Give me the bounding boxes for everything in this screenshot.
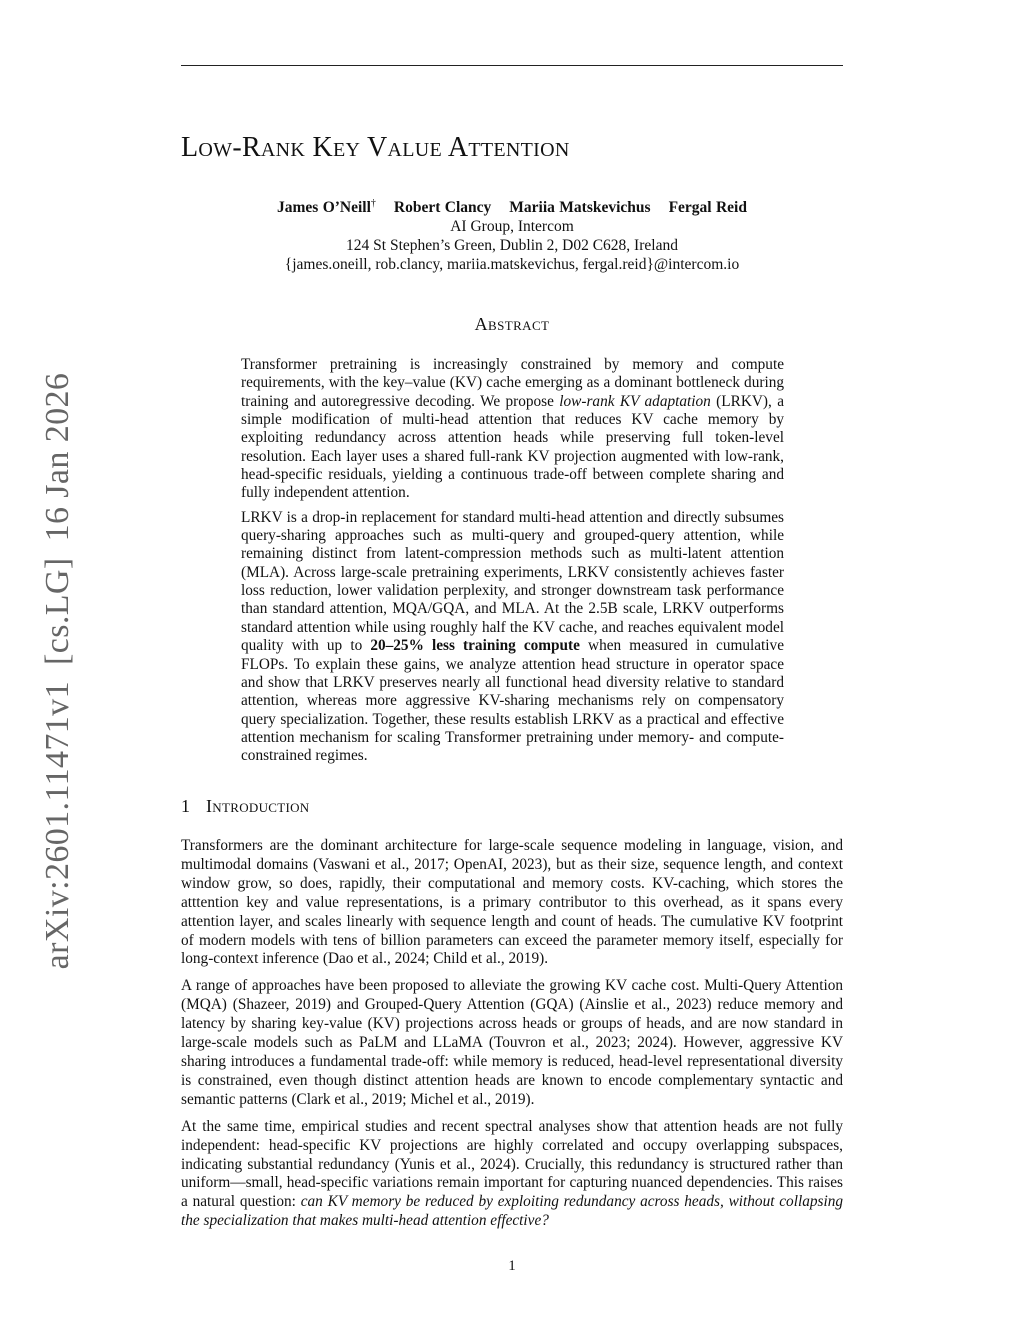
affiliation: AI Group, Intercom bbox=[450, 218, 574, 236]
address: 124 St Stephen’s Green, Dublin 2, D02 C628, Ireland bbox=[346, 237, 678, 255]
body-paragraph: At the same time, empirical studies and recent spectral analyses show that attention heads are not fully independent: head-specific KV projections are highly correlated and occupy overlapping subspaces, indicating substantial redundancy (Yunis et al., 2024). Crucially, this redundancy is structured rather than uniform—small, head-specific variations remain important for capturing nuanced dependencies. This raises a natural question: can KV memory be reduced by exploiting redundancy across heads, without collapsing the specialization that makes multi-head attention effective? bbox=[181, 1117, 843, 1230]
author-name: James O’Neill† bbox=[277, 198, 376, 217]
bold-highlight: 20–25% less training compute bbox=[370, 637, 580, 655]
section-title: Introduction bbox=[206, 796, 310, 816]
section-body bbox=[181, 837, 843, 1239]
emphasis: can KV memory be reduced by exploiting redundancy across heads, without collapsing the specialization that makes multi-head attention effective? bbox=[181, 1193, 843, 1230]
arxiv-id: arXiv:2601.11471v1 bbox=[39, 681, 76, 970]
section-heading bbox=[181, 796, 309, 817]
arxiv-stamp bbox=[39, 357, 77, 970]
arxiv-category: [cs.LG] bbox=[39, 557, 76, 666]
abstract-paragraph: LRKV is a drop-in replacement for standard multi-head attention and directly subsumes query-sharing approaches such as multi-query and grouped-query attention, while remaining distinct from latent-compression methods such as multi-latent attention (MLA). Across large-scale pretraining experiments, LRKV consistently achieves faster loss reduction, lower validation perplexity, and stronger downstream task performance than standard attention, MQA/GQA, and MLA. At the 2.5B scale, LRKV outperforms standard attention while using roughly half the KV cache, and reaches equivalent model quality with up to 20–25% less training compute when measured in cumulative FLOPs. To explain these gains, we analyze attention head structure in operator space and show that LRKV preserves nearly all functional head diversity relative to standard attention, whereas more aggressive KV-sharing mechanisms rely on compensatory query specialization. Together, these results establish LRKV as a practical and effective attention mechanism for scaling Transformer pretraining under memory- and compute-constrained regimes. bbox=[241, 508, 784, 765]
abstract-body bbox=[241, 356, 784, 772]
dagger-mark: † bbox=[370, 198, 376, 209]
top-rule bbox=[181, 65, 843, 66]
abstract-heading: Abstract bbox=[474, 314, 550, 334]
section-number: 1 bbox=[181, 796, 190, 816]
emails: {james.oneill, rob.clancy, mariia.matskevichus, fergal.reid}@intercom.io bbox=[284, 256, 740, 274]
arxiv-date: 16 Jan 2026 bbox=[39, 372, 76, 542]
author-name: Robert Clancy bbox=[393, 199, 492, 217]
author-names bbox=[181, 194, 843, 217]
body-paragraph: A range of approaches have been proposed to alleviate the growing KV cache cost. Multi-Query Attention (MQA) (Shazeer, 2019) and Grouped-Query Attention (GQA) (Ainslie et al., 2023) reduce memory and latency by sharing key-value (KV) projections across heads or groups of heads, and are now standard in large-scale models such as PaLM and LLaMA (Touvron et al., 2023; 2024). However, aggressive KV sharing introduces a fundamental trade-off: while memory is reduced, head-level representational diversity is constrained, even though distinct attention heads are known to encode complementary syntactic and semantic patterns (Clark et al., 2019; Michel et al., 2019). bbox=[181, 977, 843, 1108]
paper-title: Low-Rank Key Value Attention bbox=[181, 132, 570, 163]
abstract-paragraph: Transformer pretraining is increasingly constrained by memory and compute requirements, with the key–value (KV) cache emerging as a dominant bottleneck during training and autoregressive decoding. We propose low-rank KV adaptation (LRKV), a simple modification of multi-head attention that reduces KV cache memory by exploiting redundancy across attention heads while preserving full token-level resolution. Each layer uses a shared full-rank KV projection augmented with low-rank, head-specific residuals, yielding a continuous trade-off between complete sharing and fully independent attention. bbox=[241, 356, 784, 502]
author-block bbox=[181, 194, 843, 274]
author-name: Mariia Matskevichus bbox=[509, 199, 651, 217]
page-number: 1 bbox=[508, 1258, 516, 1274]
author-name: Fergal Reid bbox=[668, 199, 747, 217]
body-paragraph: Transformers are the dominant architecture for large-scale sequence modeling in language, vision, and multimodal domains (Vaswani et al., 2017; OpenAI, 2023), but as their size, sequence length, and context window grow, so does, rapidly, their computational and memory costs. KV-caching, which stores the atttention key and value representations, is a primary contributor to this overhead, as it spans every attention layer, and scales linearly with sequence length and count of heads. The cumulative KV footprint of modern models with tens of billion parameters can exceed the parameter memory itself, especially for long-context inference (Dao et al., 2024; Child et al., 2019). bbox=[181, 837, 843, 968]
emphasis: low-rank KV adaptation bbox=[559, 392, 711, 410]
